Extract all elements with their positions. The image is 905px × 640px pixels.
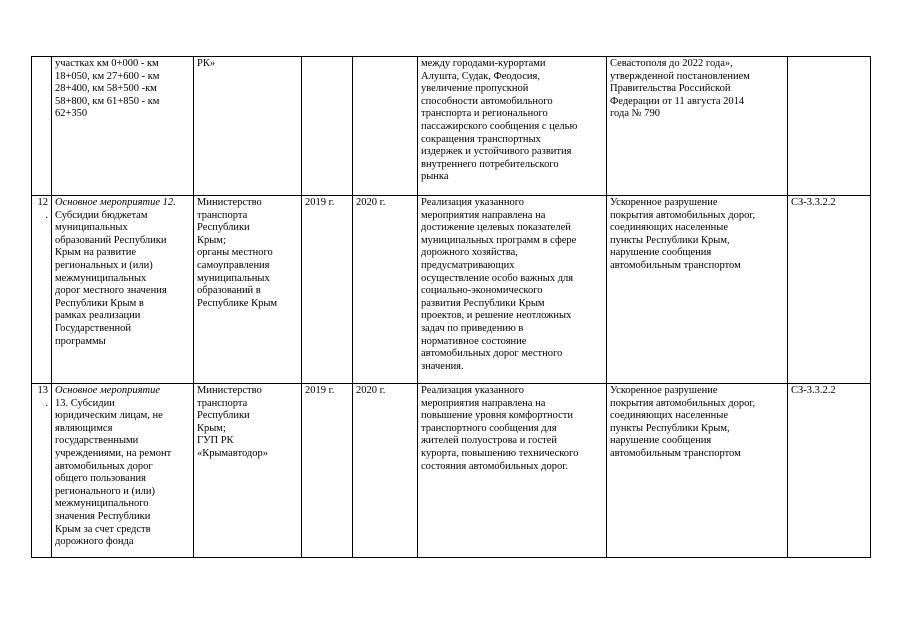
executor-line: Республики: [197, 410, 250, 422]
event-name-line: значения Республики: [55, 510, 151, 522]
event-name-line: 28+400, км 58+500 -км: [55, 83, 157, 95]
expected-result-line: Реализация указанного: [421, 385, 525, 396]
event-name-line: рамках реализации: [55, 310, 141, 322]
event-name-line: 18+050, км 27+600 - км: [55, 70, 160, 82]
consequence-line: Правительства Российской: [610, 83, 731, 95]
event-name-line: Государственной: [55, 322, 131, 334]
event-name-line: регионального и (или): [55, 485, 155, 497]
expected-result-line: Реализация указанного: [421, 197, 525, 208]
expected-result-line: транспортного сообщения для: [421, 422, 557, 434]
table-row: [32, 57, 871, 196]
consequence-line: утвержденной постановлением: [610, 70, 750, 82]
row-number-cell: [32, 57, 52, 196]
consequence-line: нарушение сообщения: [610, 247, 712, 259]
expected-result-line: пассажирского сообщения с целью: [421, 120, 578, 132]
executor-line: транспорта: [197, 209, 248, 221]
expected-result-line: состояния автомобильных дорог.: [421, 460, 568, 472]
executor-line: Министерство: [197, 197, 262, 208]
expected-result-line: нормативное состояние: [421, 335, 527, 347]
executor-cell: [194, 57, 302, 196]
expected-result-line: между городами-курортами: [421, 58, 546, 69]
event-name-line: юридическим лицам, не: [55, 410, 163, 422]
expected-result-line: издержек и устойчивого развития: [421, 146, 572, 158]
end-year-cell: [353, 57, 418, 196]
consequence-cell: [607, 384, 788, 558]
event-name-line: Крым за счет средств: [55, 523, 151, 535]
consequence-line: Севастополя до 2022 года»,: [610, 58, 733, 69]
event-name-cell: [52, 57, 194, 196]
consequence-line: Ускоренное разрушение: [610, 385, 718, 396]
event-name-line: государственными: [55, 435, 139, 447]
executor-line: РК»: [197, 58, 216, 69]
event-name-line: участках км 0+000 - км: [55, 58, 159, 69]
event-name-line: дорог местного значения: [55, 285, 167, 297]
indicator-cell: [788, 57, 871, 196]
expected-result-line: повышение уровня комфортности: [421, 410, 573, 422]
event-name-line: учреждениями, на ремонт: [55, 447, 172, 459]
expected-result-line: увеличение пропускной: [421, 83, 529, 95]
event-name-line: автомобильных дорог: [55, 460, 153, 472]
consequence-cell: [607, 57, 788, 196]
event-name-line: 13. Субсидии: [55, 397, 115, 409]
consequence-cell: [607, 196, 788, 384]
expected-result-line: развития Республики Крым: [421, 297, 545, 309]
event-name-line: дорожного фонда: [55, 536, 134, 548]
indicator-cell: СЗ-3.3.2.2: [788, 384, 871, 558]
expected-result-line: муниципальных программ в сфере: [421, 234, 577, 246]
row-number-cell: 12.: [32, 196, 52, 384]
start-year-cell: [302, 57, 353, 196]
consequence-line: автомобильным транспортом: [610, 259, 741, 271]
expected-result-line: проектов, и решение неотложных: [421, 310, 572, 322]
expected-result-line: мероприятия направлена на: [421, 209, 546, 221]
executor-line: муниципальных: [197, 272, 270, 284]
event-name-line: межмуниципального: [55, 498, 149, 510]
executor-line: Министерство: [197, 385, 262, 396]
expected-result-cell: [418, 384, 607, 558]
consequence-line: автомобильным транспортом: [610, 447, 741, 459]
expected-result-line: достижение целевых показателей: [421, 222, 571, 234]
executor-line: Крым;: [197, 234, 226, 246]
executor-cell: [194, 196, 302, 384]
executor-line: Крым;: [197, 422, 226, 434]
table-row: [32, 384, 871, 558]
executor-line: Республике Крым: [197, 297, 278, 309]
event-name-line: образований Республики: [55, 234, 167, 246]
indicator-cell: СЗ-3.3.2.2: [788, 196, 871, 384]
event-name-line: 62+350: [55, 108, 88, 120]
event-name-line: Субсидии бюджетам: [55, 209, 148, 221]
event-name-line: Крым на развитие: [55, 247, 136, 259]
expected-result-line: предусматривающих: [421, 259, 515, 271]
executor-line: самоуправления: [197, 259, 270, 271]
executor-line: Республики: [197, 222, 250, 234]
expected-result-line: значения.: [421, 360, 464, 372]
event-name-line: межмуниципальных: [55, 272, 147, 284]
expected-result-line: жителей полуострова и гостей: [421, 435, 558, 447]
expected-result-line: транспорта и регионального: [421, 108, 548, 120]
start-year-cell: 2019 г.: [302, 384, 353, 558]
consequence-line: нарушение сообщения: [610, 435, 712, 447]
event-name-line: муниципальных: [55, 222, 128, 234]
consequence-line: Федерации от 11 августа 2014: [610, 95, 745, 107]
event-name-cell: [52, 196, 194, 384]
event-name-line: региональных и (или): [55, 259, 153, 271]
event-name-line: программы: [55, 335, 106, 347]
executor-line: органы местного: [197, 247, 273, 259]
event-name-italic-line: Основное мероприятие: [55, 385, 160, 396]
executor-cell: [194, 384, 302, 558]
expected-result-line: сокращения транспортных: [421, 133, 541, 145]
expected-result-line: осуществление особо важных для: [421, 272, 574, 284]
consequence-line: соединяющих населенные: [610, 410, 728, 422]
consequence-line: покрытия автомобильных дорог,: [610, 397, 756, 409]
expected-result-line: способности автомобильного: [421, 95, 553, 107]
expected-result-line: мероприятия направлена на: [421, 397, 546, 409]
start-year-cell: 2019 г.: [302, 196, 353, 384]
row-number-cell: 13.: [32, 384, 52, 558]
end-year-cell: 2020 г.: [353, 384, 418, 558]
end-year-cell: 2020 г.: [353, 196, 418, 384]
consequence-line: года № 790: [610, 108, 661, 120]
event-name-cell: [52, 384, 194, 558]
table-row: [32, 196, 871, 384]
event-name-line: являющимся: [55, 422, 113, 434]
expected-result-line: Алушта, Судак, Феодосия,: [421, 70, 540, 82]
expected-result-line: дорожного хозяйства,: [421, 247, 518, 259]
executor-line: ГУП РК: [197, 435, 234, 447]
executor-line: «Крымавтодор»: [197, 447, 268, 459]
expected-result-cell: [418, 57, 607, 196]
expected-result-line: внутреннего потребительского: [421, 158, 559, 170]
executor-line: образований в: [197, 285, 261, 297]
expected-result-cell: [418, 196, 607, 384]
measures-table: [31, 56, 871, 558]
consequence-line: пункты Республики Крым,: [610, 422, 730, 434]
event-name-line: общего пользования: [55, 473, 146, 485]
expected-result-line: автомобильных дорог местного: [421, 348, 563, 360]
event-name-line: 58+800, км 61+850 - км: [55, 95, 160, 107]
expected-result-line: рынка: [421, 171, 449, 183]
event-name-italic-line: Основное мероприятие 12.: [55, 197, 176, 208]
consequence-line: соединяющих населенные: [610, 222, 728, 234]
expected-result-line: задач по приведению в: [421, 322, 524, 334]
consequence-line: пункты Республики Крым,: [610, 234, 730, 246]
executor-line: транспорта: [197, 397, 248, 409]
expected-result-line: социально-экономического: [421, 285, 543, 297]
consequence-line: покрытия автомобильных дорог,: [610, 209, 756, 221]
expected-result-line: курорта, повышению технического: [421, 447, 579, 459]
consequence-line: Ускоренное разрушение: [610, 197, 718, 208]
event-name-line: Республики Крым в: [55, 297, 144, 309]
